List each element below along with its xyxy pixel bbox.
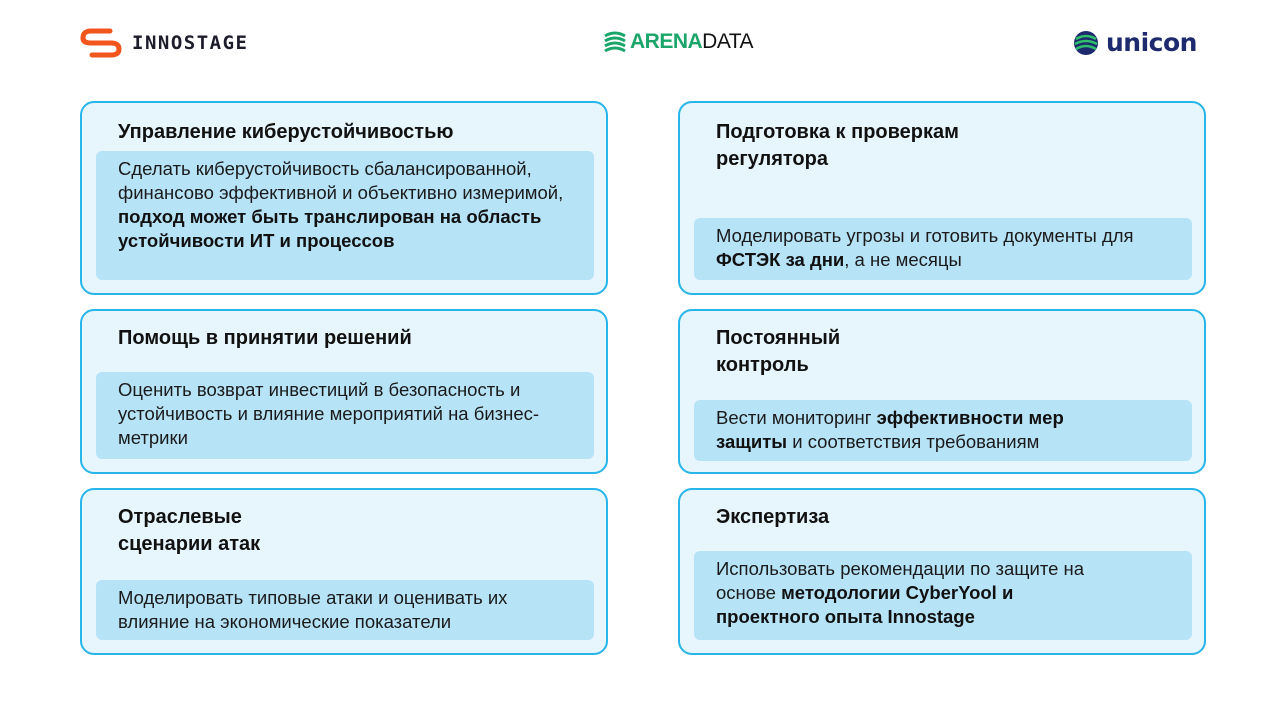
arenadata-logo-icon: [602, 28, 628, 56]
innostage-wordmark: INNOSTAGE: [132, 32, 249, 54]
card-attack-scenarios: [80, 488, 608, 655]
arenadata-wordmark: ARENADATA: [630, 30, 754, 53]
card-title: Управление киберустойчивостью: [118, 121, 454, 143]
card-title: Экспертиза: [716, 506, 830, 528]
card-description: Моделировать типовые атаки и оценивать их влияние на экономические показатели: [96, 580, 594, 640]
card-description: Использовать рекомендации по защите на основе методологии CyberYool и проектного опыта Innostage: [694, 551, 1192, 640]
unicon-logo-icon: [1072, 29, 1100, 57]
unicon-wordmark: unicon: [1106, 28, 1197, 57]
card-title: Постоянный контроль: [716, 327, 841, 376]
card-title: Подготовка к проверкам регулятора: [716, 121, 959, 170]
card-decisions: [80, 309, 608, 474]
card-description: Сделать киберустойчивость сбалансированной, финансово эффективной и объективно измеримой, подход может быть транслирован на область устойчивости ИТ и процессов: [96, 151, 594, 280]
card-description: Моделировать угрозы и готовить документы для ФСТЭК за дни, а не месяцы: [694, 218, 1192, 280]
arenadata-logo: [602, 28, 753, 56]
card-description: Оценить возврат инвестиций в безопасность и устойчивость и влияние мероприятий на бизнес-метрики: [96, 372, 594, 459]
card-title: Помощь в принятии решений: [118, 327, 412, 349]
innostage-logo-icon: [80, 28, 122, 58]
card-control: [678, 309, 1206, 474]
card-title: Отраслевые сценарии атак: [118, 506, 261, 555]
unicon-logo: [1072, 28, 1197, 57]
card-cyber-resilience: [80, 101, 608, 295]
card-expertise: [678, 488, 1206, 655]
card-regulator: [678, 101, 1206, 295]
innostage-logo: [80, 28, 248, 58]
card-description: Вести мониторинг эффективности мер защиты и соответствия требованиям: [694, 400, 1192, 461]
